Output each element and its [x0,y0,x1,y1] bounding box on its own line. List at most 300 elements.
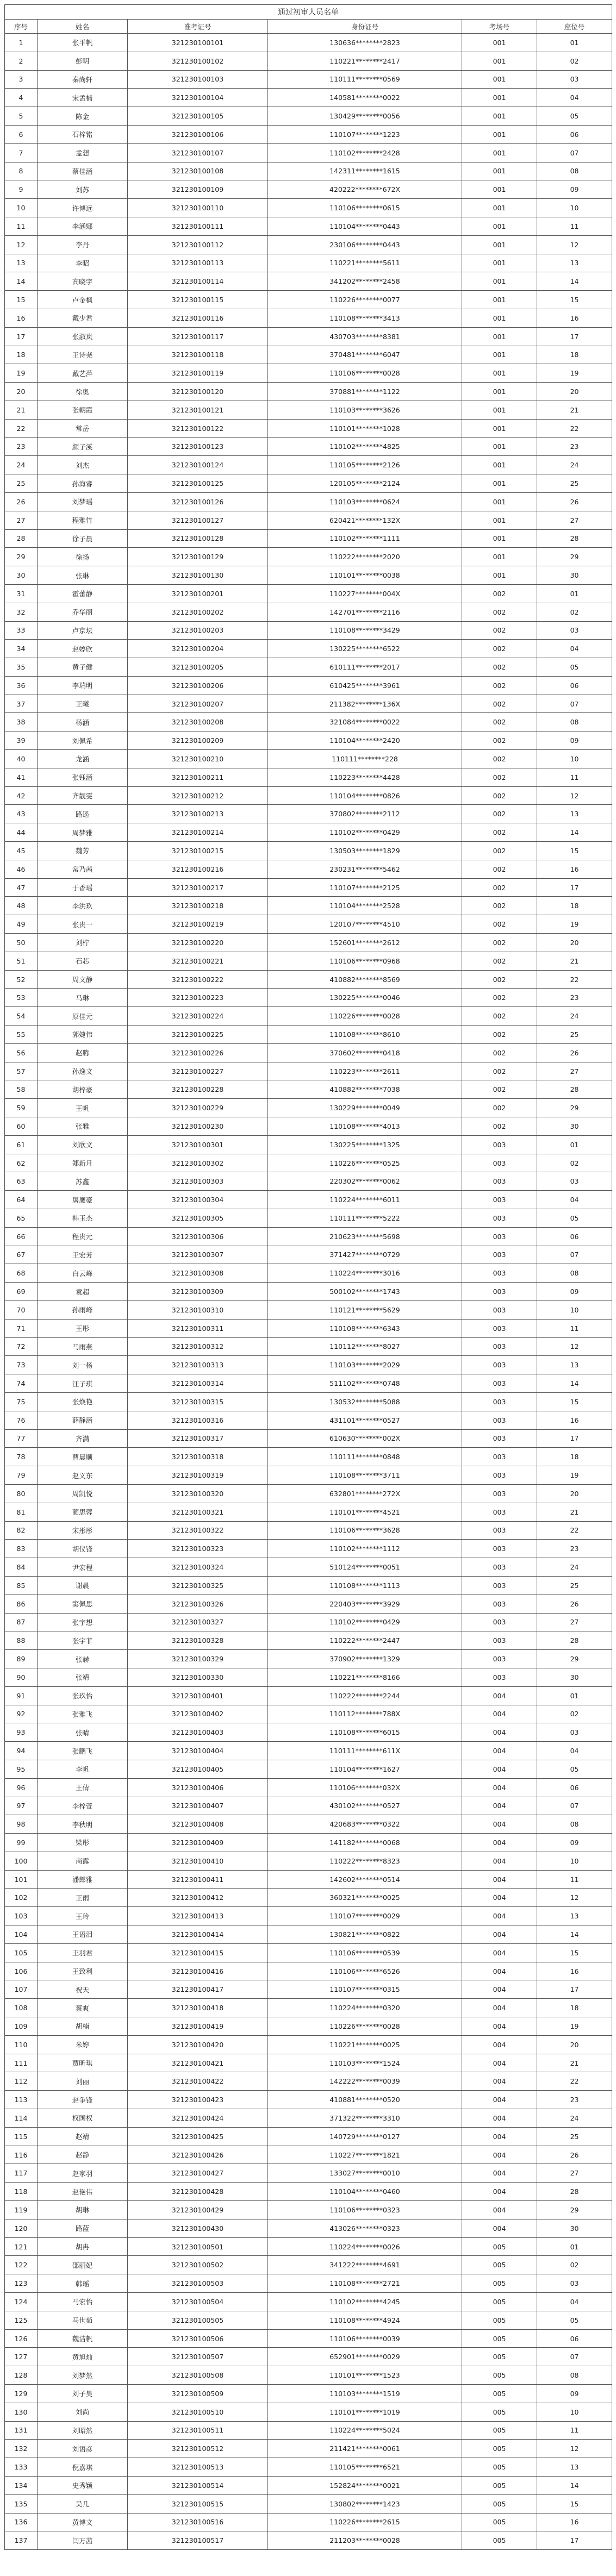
cell-id-number: 110107********0029 [268,1907,462,1925]
table-row [5,1043,612,1062]
cell-ticket: 321230100319 [128,1466,268,1485]
cell-ticket: 321230100503 [128,2274,268,2293]
cell-ticket: 321230100421 [128,2054,268,2072]
cell-seat: 25 [537,2127,612,2146]
cell-name: 许博远 [38,199,128,217]
cell-name: 屠鹰豪 [38,1191,128,1209]
cell-ticket: 321230100308 [128,1264,268,1283]
cell-name: 闫万茜 [38,2531,128,2550]
cell-name: 黄子健 [38,658,128,677]
cell-ticket: 321230100305 [128,1209,268,1228]
cell-name: 吴几 [38,2494,128,2513]
table-row [5,1760,612,1778]
table-row [5,1668,612,1686]
cell-room: 003 [462,1576,537,1595]
cell-seat: 13 [537,254,612,272]
cell-seq: 32 [5,603,38,621]
cell-ticket: 321230100224 [128,1007,268,1026]
cell-id-number: 110103********2029 [268,1356,462,1374]
cell-name: 常岳 [38,419,128,437]
cell-room: 001 [462,346,537,364]
cell-name: 汪子琪 [38,1374,128,1393]
cell-id-number: 110221********0025 [268,2035,462,2054]
cell-seq: 135 [5,2494,38,2513]
cell-name: 曹晨顺 [38,1448,128,1466]
table-row [5,1209,612,1228]
cell-id-number: 431101********0527 [268,1411,462,1429]
cell-seq: 43 [5,805,38,823]
cell-ticket: 321230100130 [128,566,268,585]
cell-seq: 124 [5,2293,38,2311]
table-row [5,1154,612,1172]
cell-id-number: 110106********3628 [268,1521,462,1540]
cell-seq: 36 [5,676,38,695]
cell-room: 001 [462,291,537,309]
cell-ticket: 321230100127 [128,511,268,529]
cell-seq: 14 [5,272,38,291]
cell-seat: 14 [537,1374,612,1393]
cell-seat: 21 [537,2054,612,2072]
table-row [5,2072,612,2091]
cell-ticket: 321230100505 [128,2311,268,2329]
cell-seat: 27 [537,1062,612,1080]
cell-seat: 10 [537,199,612,217]
table-row [5,1429,612,1448]
cell-seq: 41 [5,768,38,786]
cell-room: 004 [462,2146,537,2164]
cell-ticket: 321230100102 [128,52,268,70]
table-row [5,1521,612,1540]
cell-room: 001 [462,89,537,107]
cell-name: 赵婷欣 [38,640,128,658]
cell-seat: 03 [537,1723,612,1742]
cell-name: 梁彤 [38,1834,128,1852]
cell-seat: 29 [537,548,612,566]
cell-ticket: 321230100107 [128,143,268,162]
cell-name: 戴少君 [38,309,128,327]
table-row [5,2164,612,2183]
cell-ticket: 321230100101 [128,34,268,52]
cell-seat: 18 [537,897,612,915]
cell-ticket: 321230100430 [128,2219,268,2237]
cell-room: 001 [462,34,537,52]
cell-seq: 13 [5,254,38,272]
cell-room: 001 [462,180,537,199]
cell-ticket: 321230100204 [128,640,268,658]
cell-seq: 128 [5,2366,38,2385]
cell-id-number: 110106********0968 [268,952,462,970]
cell-seq: 37 [5,695,38,713]
cell-ticket: 321230100116 [128,309,268,327]
cell-name: 祝天 [38,1980,128,1999]
cell-seq: 58 [5,1080,38,1099]
table-row [5,603,612,621]
cell-room: 002 [462,934,537,952]
cell-id-number: 130225********0046 [268,989,462,1007]
cell-seat: 09 [537,180,612,199]
table-row [5,70,612,89]
cell-seat: 05 [537,1209,612,1228]
cell-ticket: 321230100205 [128,658,268,677]
cell-seq: 110 [5,2035,38,2054]
table-row [5,548,612,566]
cell-seq: 71 [5,1319,38,1337]
cell-id-number: 230106********0443 [268,235,462,254]
cell-id-number: 110108********3413 [268,309,462,327]
cell-name: 马宏怡 [38,2293,128,2311]
cell-seq: 29 [5,548,38,566]
cell-id-number: 120107********4510 [268,915,462,934]
cell-id-number: 110108********6343 [268,1319,462,1337]
cell-room: 004 [462,1889,537,1907]
cell-room: 005 [462,2311,537,2329]
cell-room: 003 [462,1135,537,1154]
cell-seq: 112 [5,2072,38,2091]
cell-seq: 123 [5,2274,38,2293]
cell-name: 刘一杨 [38,1356,128,1374]
cell-id-number: 610630********002X [268,1429,462,1448]
table-row [5,2531,612,2550]
cell-seq: 38 [5,713,38,731]
cell-id-number: 110101********0038 [268,566,462,585]
cell-id-number: 110227********1821 [268,2146,462,2164]
cell-seat: 06 [537,1778,612,1797]
cell-id-number: 110106********0323 [268,2201,462,2219]
table-row [5,1099,612,1117]
cell-seq: 86 [5,1595,38,1613]
cell-seq: 26 [5,492,38,511]
cell-ticket: 321230100225 [128,1026,268,1044]
cell-ticket: 321230100203 [128,621,268,640]
cell-name: 王语泪 [38,1925,128,1944]
cell-seq: 64 [5,1191,38,1209]
cell-room: 001 [462,254,537,272]
cell-seat: 03 [537,70,612,89]
cell-seat: 30 [537,1668,612,1686]
table-row [5,1797,612,1815]
table-row [5,2421,612,2440]
cell-seat: 07 [537,143,612,162]
table-row [5,1613,612,1631]
cell-seat: 12 [537,2440,612,2458]
cell-seat: 02 [537,1705,612,1723]
cell-seat: 27 [537,1613,612,1631]
cell-name: 原佳元 [38,1007,128,1026]
cell-id-number: 110102********4245 [268,2293,462,2311]
cell-id-number: 110108********2721 [268,2274,462,2293]
cell-ticket: 321230100318 [128,1448,268,1466]
table-row [5,1319,612,1337]
cell-ticket: 321230100302 [128,1154,268,1172]
cell-ticket: 321230100106 [128,125,268,143]
cell-room: 004 [462,1943,537,1962]
cell-id-number: 110106********0615 [268,199,462,217]
table-row [5,2366,612,2385]
cell-name: 赵静 [38,2146,128,2164]
cell-seq: 84 [5,1558,38,1577]
cell-seat: 17 [537,1429,612,1448]
cell-ticket: 321230100405 [128,1760,268,1778]
cell-seq: 69 [5,1283,38,1301]
table-row [5,823,612,842]
table-row [5,2329,612,2348]
cell-id-number: 130229********0049 [268,1099,462,1117]
cell-ticket: 321230100313 [128,1356,268,1374]
cell-ticket: 321230100219 [128,915,268,934]
cell-seat: 16 [537,309,612,327]
cell-ticket: 321230100220 [128,934,268,952]
cell-seat: 15 [537,291,612,309]
cell-seat: 12 [537,1337,612,1356]
cell-room: 005 [462,2329,537,2348]
cell-seat: 12 [537,235,612,254]
cell-ticket: 321230100402 [128,1705,268,1723]
cell-seat: 21 [537,1503,612,1521]
cell-seq: 51 [5,952,38,970]
cell-id-number: 413026********0323 [268,2219,462,2237]
cell-id-number: 110111********611X [268,1742,462,1760]
cell-ticket: 321230100227 [128,1062,268,1080]
cell-room: 001 [462,456,537,474]
cell-room: 004 [462,1870,537,1889]
cell-seat: 13 [537,1907,612,1925]
cell-seat: 17 [537,878,612,897]
cell-seat: 27 [537,2164,612,2183]
cell-ticket: 321230100218 [128,897,268,915]
table-row [5,1135,612,1154]
cell-id-number: 370902********1329 [268,1650,462,1668]
cell-seat: 14 [537,272,612,291]
cell-seq: 92 [5,1705,38,1723]
cell-name: 王诗尧 [38,346,128,364]
cell-seat: 05 [537,1760,612,1778]
cell-room: 003 [462,1246,537,1264]
cell-room: 002 [462,621,537,640]
cell-room: 003 [462,1227,537,1246]
cell-room: 002 [462,640,537,658]
cell-seq: 53 [5,989,38,1007]
cell-seq: 90 [5,1668,38,1686]
cell-seq: 80 [5,1484,38,1503]
cell-id-number: 140729********0127 [268,2127,462,2146]
cell-seat: 10 [537,2403,612,2421]
table-row [5,529,612,548]
cell-name: 石芯 [38,952,128,970]
cell-id-number: 130532********5088 [268,1392,462,1411]
cell-seat: 11 [537,768,612,786]
cell-id-number: 220403********3929 [268,1595,462,1613]
cell-seq: 49 [5,915,38,934]
table-row [5,437,612,456]
cell-id-number: 652901********0029 [268,2348,462,2366]
cell-id-number: 110107********0315 [268,1980,462,1999]
cell-seq: 108 [5,1999,38,2017]
cell-name: 龙涵 [38,750,128,768]
table-row [5,2109,612,2128]
cell-ticket: 321230100409 [128,1834,268,1852]
cell-id-number: 110221********5611 [268,254,462,272]
table-row [5,768,612,786]
cell-id-number: 420222********672X [268,180,462,199]
cell-ticket: 321230100316 [128,1411,268,1429]
cell-name: 彭明 [38,52,128,70]
cell-name: 胡梓豪 [38,1080,128,1099]
cell-room: 004 [462,2109,537,2128]
cell-id-number: 371427********0729 [268,1246,462,1264]
cell-seq: 114 [5,2109,38,2128]
cell-seat: 26 [537,1043,612,1062]
cell-name: 宋孟楠 [38,89,128,107]
cell-room: 002 [462,695,537,713]
cell-room: 004 [462,1980,537,1999]
cell-id-number: 110104********2420 [268,731,462,750]
cell-id-number: 110101********1028 [268,419,462,437]
cell-ticket: 321230100108 [128,162,268,180]
cell-room: 005 [462,2366,537,2385]
cell-seq: 83 [5,1540,38,1558]
cell-room: 003 [462,1411,537,1429]
cell-seat: 07 [537,1797,612,1815]
cell-seq: 20 [5,383,38,401]
table-row [5,309,612,327]
cell-name: 刘丽 [38,2072,128,2091]
cell-name: 贾昕琪 [38,2054,128,2072]
cell-seq: 77 [5,1429,38,1448]
cell-room: 001 [462,511,537,529]
cell-seat: 11 [537,1870,612,1889]
cell-seq: 120 [5,2219,38,2237]
cell-name: 徐扬 [38,548,128,566]
cell-name: 郭婕伟 [38,1026,128,1044]
cell-room: 002 [462,603,537,621]
cell-ticket: 321230100213 [128,805,268,823]
cell-ticket: 321230100410 [128,1852,268,1870]
table-row [5,1062,612,1080]
cell-seq: 34 [5,640,38,658]
cell-seq: 134 [5,2476,38,2494]
cell-ticket: 321230100223 [128,989,268,1007]
cell-id-number: 110223********4428 [268,768,462,786]
cell-room: 004 [462,2091,537,2109]
table-row [5,970,612,989]
cell-seq: 89 [5,1650,38,1668]
cell-seat: 23 [537,1540,612,1558]
cell-seq: 35 [5,658,38,677]
cell-seq: 73 [5,1356,38,1374]
cell-id-number: 371322********3310 [268,2109,462,2128]
table-row [5,511,612,529]
cell-ticket: 321230100420 [128,2035,268,2054]
cell-seq: 39 [5,731,38,750]
cell-room: 004 [462,1778,537,1797]
cell-name: 周梦雅 [38,823,128,842]
cell-name: 马世茹 [38,2311,128,2329]
cell-seat: 15 [537,1943,612,1962]
cell-name: 霍蕾静 [38,584,128,603]
cell-seq: 72 [5,1337,38,1356]
cell-id-number: 370881********1122 [268,383,462,401]
cell-room: 002 [462,842,537,860]
cell-ticket: 321230100502 [128,2256,268,2274]
cell-seat: 30 [537,2219,612,2237]
cell-name: 蔡佳涵 [38,162,128,180]
cell-room: 001 [462,401,537,419]
cell-seat: 28 [537,1080,612,1099]
cell-seq: 55 [5,1026,38,1044]
cell-room: 001 [462,566,537,585]
table-row [5,1411,612,1429]
cell-ticket: 321230100306 [128,1227,268,1246]
cell-room: 004 [462,1925,537,1944]
cell-id-number: 110102********1111 [268,529,462,548]
cell-name: 白云峰 [38,1264,128,1283]
cell-id-number: 110222********2244 [268,1686,462,1705]
cell-seat: 15 [537,842,612,860]
cell-id-number: 110107********2125 [268,878,462,897]
cell-room: 003 [462,1337,537,1356]
cell-name: 张雅 [38,1117,128,1136]
cell-ticket: 321230100129 [128,548,268,566]
cell-seq: 81 [5,1503,38,1521]
cell-seq: 125 [5,2311,38,2329]
cell-seq: 7 [5,143,38,162]
cell-ticket: 321230100120 [128,383,268,401]
table-row [5,1631,612,1650]
table-row [5,291,612,309]
cell-id-number: 110224********0320 [268,1999,462,2017]
cell-id-number: 110106********0028 [268,364,462,383]
cell-id-number: 370481********6047 [268,346,462,364]
cell-id-number: 110223********2611 [268,1062,462,1080]
table-row [5,1980,612,1999]
cell-name: 邵丽妃 [38,2256,128,2274]
cell-name: 王雨 [38,1889,128,1907]
table-row [5,143,612,162]
cell-seat: 16 [537,1962,612,1980]
cell-name: 石梓铭 [38,125,128,143]
cell-room: 001 [462,492,537,511]
cell-room: 001 [462,143,537,162]
cell-room: 001 [462,474,537,493]
cell-name: 陈金 [38,107,128,126]
cell-ticket: 321230100322 [128,1521,268,1540]
cell-seq: 52 [5,970,38,989]
cell-name: 刘佩希 [38,731,128,750]
cell-id-number: 110111********228 [268,750,462,768]
cell-name: 齐靓雯 [38,786,128,805]
cell-id-number: 110104********2528 [268,897,462,915]
cell-room: 004 [462,2164,537,2183]
cell-seq: 132 [5,2440,38,2458]
cell-seat: 11 [537,1319,612,1337]
cell-name: 周凯悦 [38,1484,128,1503]
table-row [5,695,612,713]
cell-id-number: 110108********8610 [268,1026,462,1044]
cell-seq: 88 [5,1631,38,1650]
table-row [5,1300,612,1319]
cell-ticket: 321230100124 [128,456,268,474]
table-row [5,2237,612,2256]
cell-ticket: 321230100122 [128,419,268,437]
table-row [5,52,612,70]
header-id-number: 身份证号 [268,20,462,34]
cell-seat: 21 [537,952,612,970]
cell-name: 胡楠 [38,2017,128,2036]
cell-room: 002 [462,860,537,878]
cell-ticket: 321230100222 [128,970,268,989]
cell-room: 003 [462,1521,537,1540]
cell-seq: 21 [5,401,38,419]
